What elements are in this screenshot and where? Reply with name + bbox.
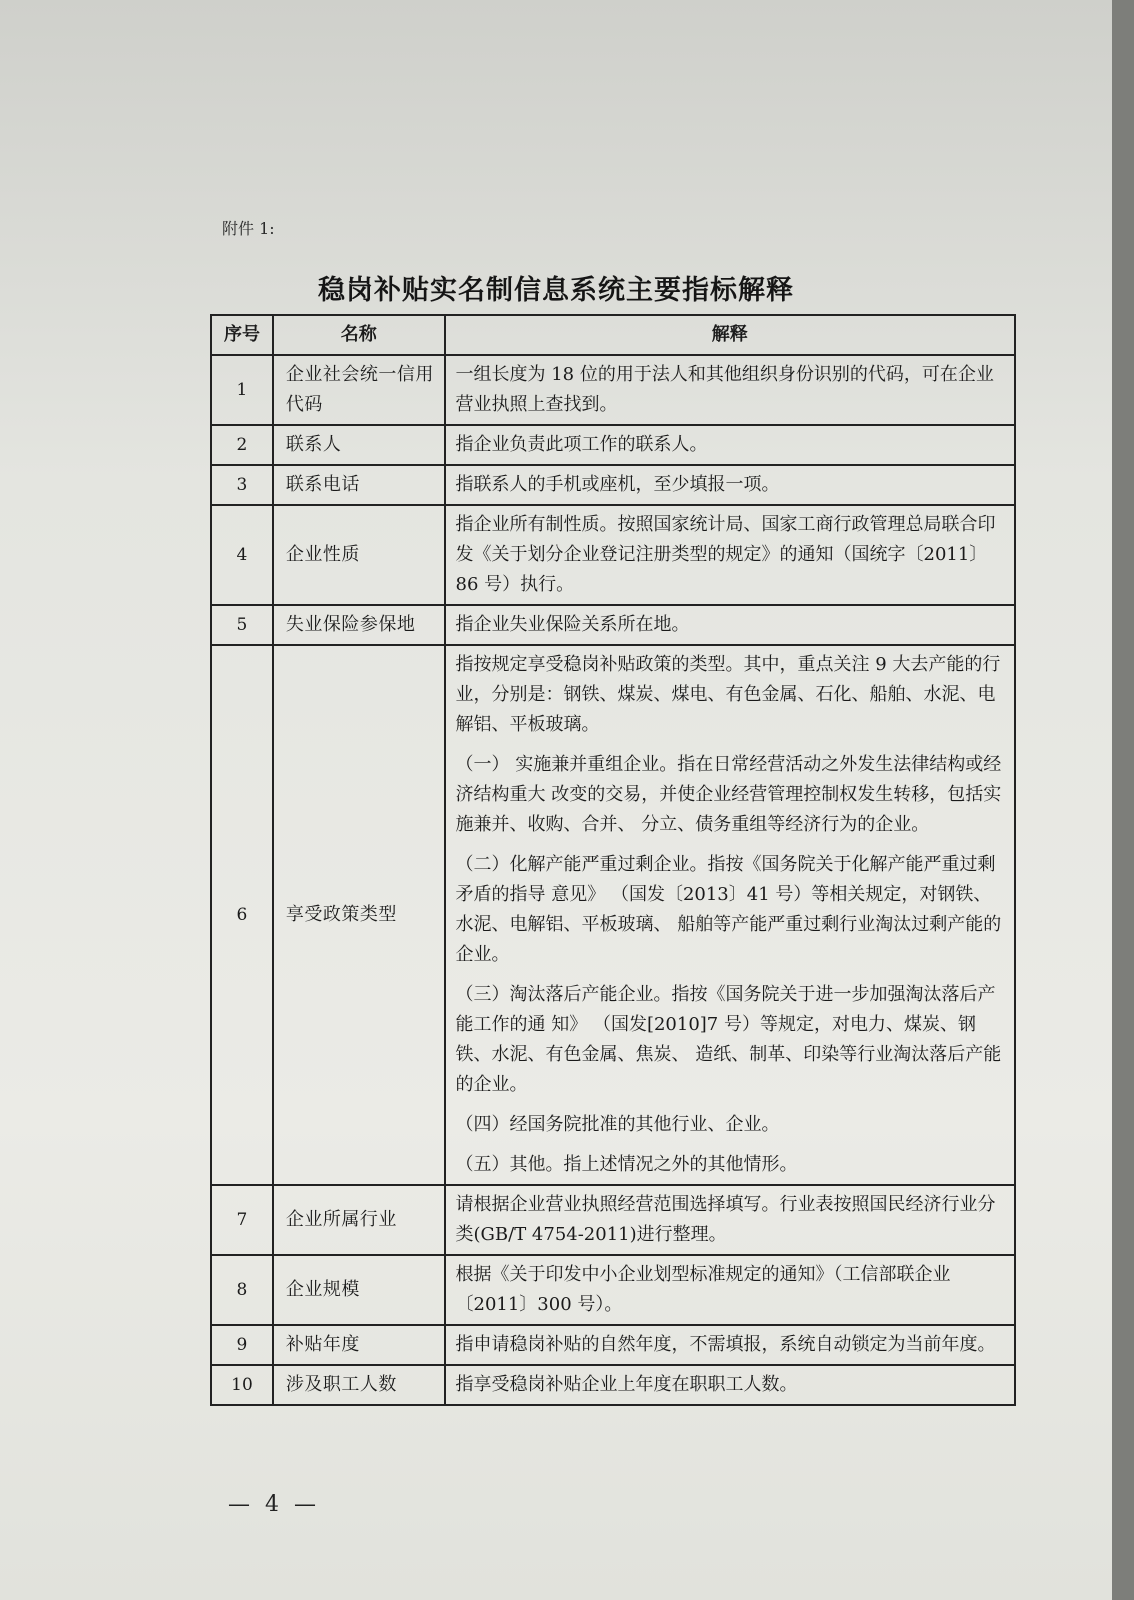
explanation-paragraph: 指联系人的手机或座机，至少填报一项。 xyxy=(455,474,780,495)
table-row xyxy=(211,505,1015,605)
indicator-name: 企业规模 xyxy=(273,1255,445,1325)
indicator-name: 享受政策类型 xyxy=(273,645,445,1185)
row-number: 2 xyxy=(211,425,273,465)
indicator-explanation xyxy=(445,645,1016,1185)
table-body xyxy=(211,355,1015,1405)
row-number: 6 xyxy=(211,645,273,1185)
table-row xyxy=(211,645,1015,1185)
indicator-explanation xyxy=(445,1185,1016,1255)
indicator-name: 企业性质 xyxy=(273,505,445,605)
row-number: 8 xyxy=(211,1255,273,1325)
row-number: 4 xyxy=(211,505,273,605)
explanation-paragraph: （三）淘汰落后产能企业。指按《国务院关于进一步加强淘汰落后产能工作的通 知》 （国发[2010]7 号）等规定，对电力、煤炭、钢铁、水泥、有色金属、焦炭、 造纸、制革、印染等行业淘汰落后产能的企业。 xyxy=(455,984,1002,1095)
explanation-paragraph: 指企业失业保险关系所在地。 xyxy=(455,614,690,635)
table-header-row xyxy=(211,315,1015,355)
explanation-paragraph: 指企业所有制性质。按照国家统计局、国家工商行政管理总局联合印发《关于划分企业登记注册类型的规定》的通知（国统字〔2011〕86 号）执行。 xyxy=(455,514,996,595)
indicator-explanation xyxy=(445,1325,1016,1365)
row-number: 3 xyxy=(211,465,273,505)
header-name: 名称 xyxy=(273,315,445,355)
table-row xyxy=(211,1365,1015,1405)
explanation-paragraph: 请根据企业营业执照经营范围选择填写。行业表按照国民经济行业分类(GB/T 4754-2011)进行整理。 xyxy=(455,1194,996,1245)
document-title: 稳岗补贴实名制信息系统主要指标解释 xyxy=(318,275,794,306)
indicator-explanation xyxy=(445,355,1016,425)
indicator-explanation xyxy=(445,605,1016,645)
indicator-name: 企业所属行业 xyxy=(273,1185,445,1255)
explanation-paragraph: （四）经国务院批准的其他行业、企业。 xyxy=(455,1114,780,1135)
explanation-paragraph: 指企业负责此项工作的联系人。 xyxy=(455,434,708,455)
table-row xyxy=(211,1255,1015,1325)
row-number: 9 xyxy=(211,1325,273,1365)
table-row xyxy=(211,1185,1015,1255)
explanation-paragraph: 指享受稳岗补贴企业上年度在职职工人数。 xyxy=(455,1374,798,1395)
row-number: 7 xyxy=(211,1185,273,1255)
explanation-paragraph: 指申请稳岗补贴的自然年度，不需填报，系统自动锁定为当前年度。 xyxy=(455,1334,996,1355)
row-number: 10 xyxy=(211,1365,273,1405)
header-no: 序号 xyxy=(211,315,273,355)
explanation-paragraph: （一） 实施兼并重组企业。指在日常经营活动之外发生法律结构或经济结构重大 改变的交易，并使企业经营管理控制权发生转移，包括实施兼并、收购、合并、 分立、债务重组等经济行为的企业。 xyxy=(455,754,1002,835)
indicator-name: 联系电话 xyxy=(273,465,445,505)
indicator-explanation xyxy=(445,505,1016,605)
header-explanation: 解释 xyxy=(445,315,1016,355)
indicator-explanation xyxy=(445,425,1016,465)
table-row xyxy=(211,465,1015,505)
page-number: — 4 — xyxy=(228,1492,320,1517)
row-number: 5 xyxy=(211,605,273,645)
indicator-table xyxy=(210,314,1016,1406)
explanation-paragraph: 根据《关于印发中小企业划型标准规定的通知》（工信部联企业〔2011〕300 号）。 xyxy=(455,1264,951,1315)
indicator-name: 补贴年度 xyxy=(273,1325,445,1365)
table-row xyxy=(211,355,1015,425)
explanation-paragraph: （五）其他。指上述情况之外的其他情形。 xyxy=(455,1154,798,1175)
explanation-paragraph: 一组长度为 18 位的用于法人和其他组织身份识别的代码，可在企业营业执照上查找到。 xyxy=(455,364,994,415)
explanation-paragraph: 指按规定享受稳岗补贴政策的类型。其中，重点关注 9 大去产能的行业，分别是：钢铁、煤炭、煤电、有色金属、石化、船舶、水泥、电解铝、平板玻璃。 xyxy=(455,654,1001,735)
table-row xyxy=(211,425,1015,465)
scan-background xyxy=(1112,0,1134,1600)
indicator-name: 失业保险参保地 xyxy=(273,605,445,645)
attachment-label: 附件 1: xyxy=(222,219,275,238)
indicator-explanation xyxy=(445,1255,1016,1325)
indicator-explanation xyxy=(445,1365,1016,1405)
table-row xyxy=(211,1325,1015,1365)
indicator-name: 企业社会统一信用代码 xyxy=(273,355,445,425)
indicator-explanation xyxy=(445,465,1016,505)
indicator-name: 联系人 xyxy=(273,425,445,465)
indicator-name: 涉及职工人数 xyxy=(273,1365,445,1405)
table-row xyxy=(211,605,1015,645)
row-number: 1 xyxy=(211,355,273,425)
explanation-paragraph: （二）化解产能严重过剩企业。指按《国务院关于化解产能严重过剩矛盾的指导 意见》 （国发〔2013〕41 号）等相关规定，对钢铁、水泥、电解铝、平板玻璃、 船舶等产能严重过剩行业淘汰过剩产能的企业。 xyxy=(455,854,1002,965)
